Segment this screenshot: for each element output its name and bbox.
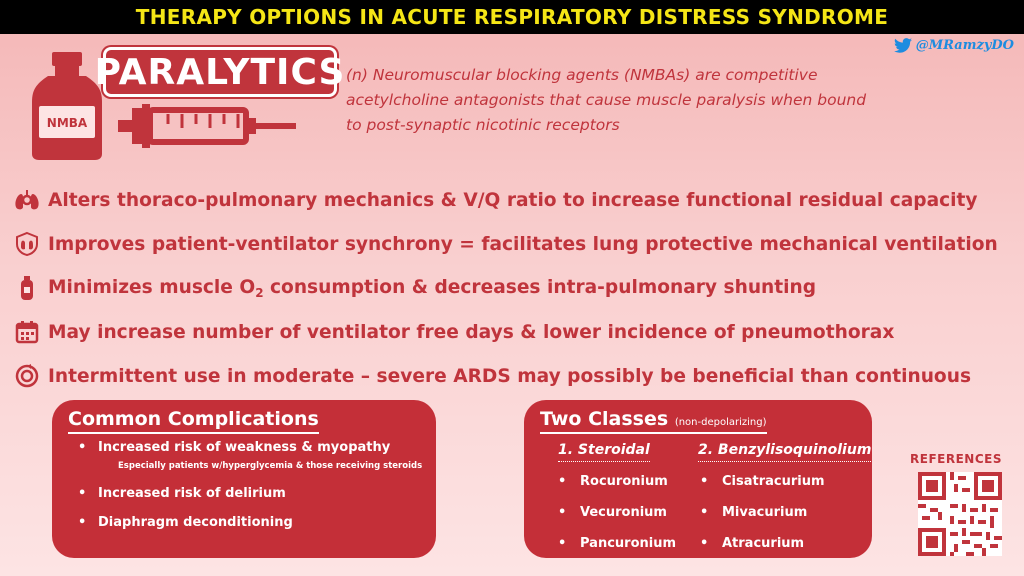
benefit-item <box>14 178 1014 222</box>
cycle-icon <box>14 363 40 389</box>
complication-item: • Diaphragm deconditioning <box>72 515 432 530</box>
drug-item: • Mivacurium <box>698 505 825 536</box>
complication-item: • Increased risk of delirium <box>72 486 432 501</box>
drug-item: • Atracurium <box>698 536 825 567</box>
benefit-item <box>14 310 1014 354</box>
benefit-text: Improves patient-ventilator synchrony = facilitates lung protective mechanical ventilation <box>48 233 998 255</box>
twitter-icon <box>894 38 912 53</box>
handle-text: @MRamzyDO <box>915 38 1014 53</box>
section-title: PARALYTICS <box>94 51 346 93</box>
drug-item: • Rocuronium <box>556 474 676 505</box>
complication-note: Especially patients w/hyperglycemia & those receiving steroids <box>118 461 423 471</box>
calendar-icon <box>14 319 40 345</box>
drug-item: • Vecuronium <box>556 505 676 536</box>
classes-subtitle: (non-depolarizing) <box>674 417 767 428</box>
complications-card <box>52 400 436 558</box>
benefits-list <box>14 178 1014 398</box>
paralytics-title-box <box>94 47 346 97</box>
shield-lungs-icon <box>14 231 40 257</box>
benefit-text: May increase number of ventilator free days & lower incidence of pneumothorax <box>48 321 895 343</box>
references-label: REFERENCES <box>910 452 1002 466</box>
bottle-label: NMBA <box>46 116 88 130</box>
drug-item: • Pancuronium <box>556 536 676 567</box>
benefit-text <box>48 277 816 300</box>
syringe-icon <box>118 98 296 156</box>
benefit-text-subscript: 2 <box>255 285 264 300</box>
twitter-handle[interactable] <box>894 38 1014 53</box>
benefit-item <box>14 222 1014 266</box>
steroidal-list <box>556 474 676 567</box>
complication-item: • Increased risk of weakness & myopathy <box>72 440 432 455</box>
classes-title <box>540 408 767 434</box>
steroidal-heading: 1. Steroidal <box>558 442 650 462</box>
drug-item: • Cisatracurium <box>698 474 825 505</box>
benefit-text: Intermittent use in moderate – severe ARDS may possibly be beneficial than continuous <box>48 365 972 387</box>
page-title: THERAPY OPTIONS IN ACUTE RESPIRATORY DISTRESS SYNDROME <box>135 5 889 29</box>
benefit-text-after: consumption & decreases intra-pulmonary shunting <box>263 276 817 298</box>
qr-code-icon[interactable] <box>918 472 1002 556</box>
complications-list <box>72 440 432 544</box>
definition-text: (n) Neuromuscular blocking agents (NMBAs) are competitive acetylcholine antagonists that cause muscle paralysis when bound to post-synaptic nicotinic receptors <box>346 66 867 134</box>
header-bar <box>0 0 1024 34</box>
benefit-item <box>14 266 1014 310</box>
benefit-text: Alters thoraco-pulmonary mechanics & V/Q ratio to increase functional residual capacity <box>48 189 978 211</box>
lungs-gear-icon <box>14 187 40 213</box>
oxygen-tank-icon <box>14 275 40 301</box>
complications-title: Common Complications <box>68 408 319 434</box>
benzyl-list <box>698 474 825 567</box>
benefit-item <box>14 354 1014 398</box>
benefit-text-before: Minimizes muscle O <box>48 276 256 298</box>
classes-title-text: Two Classes <box>540 408 669 430</box>
benzyl-heading: 2. Benzylisoquinolium <box>698 442 871 462</box>
classes-card <box>524 400 872 558</box>
